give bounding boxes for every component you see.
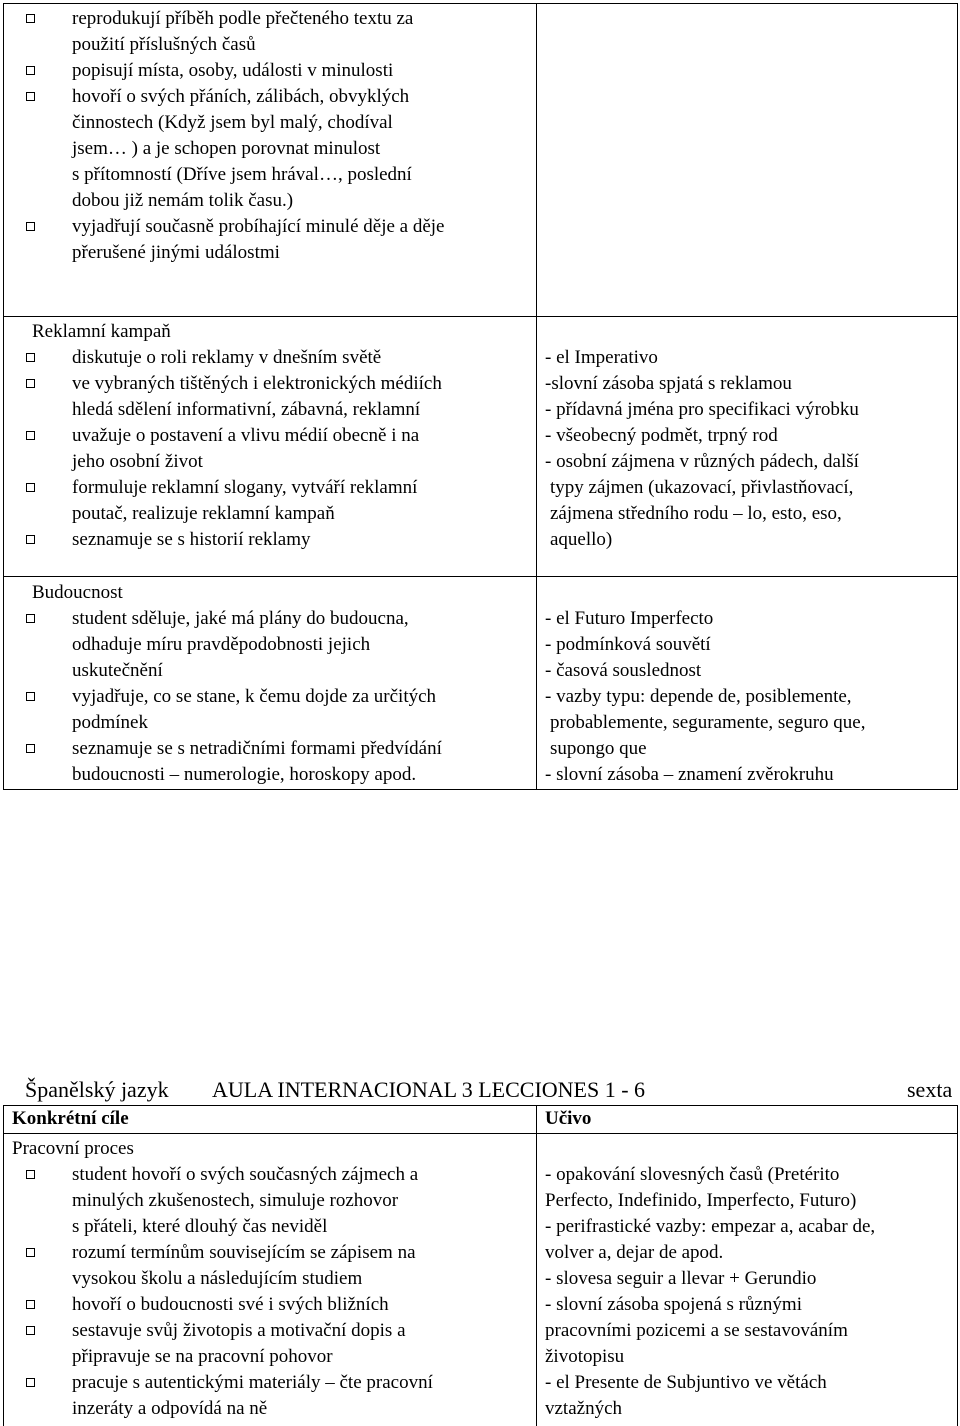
content-cell-advertising (537, 317, 957, 576)
content-cell-empty (537, 4, 957, 316)
goal-text: formuluje reklamní slogany, vytváří reklamní (72, 477, 418, 498)
goal-text: budoucnosti – numerologie, horoskopy apod. (72, 764, 417, 785)
content-text: zájmena středního rodu – lo, esto, eso, (550, 503, 842, 524)
content-text: supongo que (550, 738, 647, 759)
content-text: - přídavná jména pro specifikaci výrobku (545, 399, 859, 420)
column-header-goals: Konkrétní cíle (12, 1108, 129, 1129)
content-text: - časová souslednost (545, 660, 702, 681)
goal-text: ve vybraných tištěných i elektronických médiích (72, 373, 442, 394)
checkbox-bullet-icon (26, 483, 35, 492)
section-heading: Budoucnost (32, 582, 123, 603)
content-text: - perifrastické vazby: empezar a, acabar de, (545, 1216, 876, 1237)
content-text: - el Presente de Subjuntivo ve větách (545, 1372, 827, 1393)
goal-text: vysokou školu a následujícím studiem (72, 1268, 363, 1289)
goal-text: s přítomností (Dříve jsem hrával…, poslední (72, 164, 412, 185)
checkbox-bullet-icon (26, 744, 35, 753)
goal-text: uskutečnění (72, 660, 163, 681)
checkbox-bullet-icon (26, 1300, 35, 1309)
content-text: pracovními pozicemi a se sestavováním (545, 1320, 848, 1341)
goals-cell-work (4, 1134, 536, 1426)
checkbox-bullet-icon (26, 1378, 35, 1387)
checkbox-bullet-icon (26, 353, 35, 362)
table-border-bottom (3, 789, 958, 790)
subject-title: Španělský jazyk (25, 1077, 169, 1102)
goal-text: reprodukují příběh podle přečteného textu za (72, 8, 414, 29)
goal-text: uvažuje o postavení a vlivu médií obecně i na (72, 425, 420, 446)
goal-text: hovoří o budoucnosti své i svých bližních (72, 1294, 389, 1315)
content-text: - el Imperativo (545, 347, 658, 368)
goals-cell-past-tenses (4, 4, 536, 316)
goal-text: použití příslušných časů (72, 34, 256, 55)
content-text: volver a, dejar de apod. (545, 1242, 724, 1263)
checkbox-bullet-icon (26, 1170, 35, 1179)
section-heading: Reklamní kampaň (32, 321, 171, 342)
checkbox-bullet-icon (26, 1248, 35, 1257)
table-border-right (957, 1105, 958, 1426)
section-heading: Pracovní proces (12, 1138, 134, 1159)
content-text: - slovní zásoba spojená s různými (545, 1294, 802, 1315)
checkbox-bullet-icon (26, 614, 35, 623)
content-text: - osobní zájmena v různých pádech, další (545, 451, 859, 472)
goal-text: dobou již nemám tolik času.) (72, 190, 294, 211)
content-text: -slovní zásoba spjatá s reklamou (545, 373, 792, 394)
goal-text: hledá sdělení informativní, zábavná, reklamní (72, 399, 421, 420)
content-cell-work (537, 1134, 957, 1426)
content-text: aquello) (550, 529, 613, 550)
goal-text: jsem… ) a je schopen porovnat minulost (72, 138, 381, 159)
table-border-top (3, 1105, 958, 1106)
checkbox-bullet-icon (26, 92, 35, 101)
goals-cell-advertising (4, 317, 536, 576)
goal-text: připravuje se na pracovní pohovor (72, 1346, 333, 1367)
goal-text: student sděluje, jaké má plány do budoucna, (72, 608, 409, 629)
goal-text: jeho osobní život (72, 451, 203, 472)
goal-text: poutač, realizuje reklamní kampaň (72, 503, 335, 524)
table-border-right (957, 3, 958, 789)
checkbox-bullet-icon (26, 222, 35, 231)
goal-text: rozumí termínům souvisejícím se zápisem na (72, 1242, 416, 1263)
checkbox-bullet-icon (26, 14, 35, 23)
checkbox-bullet-icon (26, 692, 35, 701)
column-header-content: Učivo (545, 1108, 592, 1129)
goal-text: sestavuje svůj životopis a motivační dopis a (72, 1320, 406, 1341)
content-text: - vazby typu: depende de, posiblemente, (545, 686, 852, 707)
content-text: Perfecto, Indefinido, Imperfecto, Futuro) (545, 1190, 857, 1211)
checkbox-bullet-icon (26, 1326, 35, 1335)
content-text: životopisu (545, 1346, 625, 1367)
goal-text: hovoří o svých přáních, zálibách, obvyklých (72, 86, 410, 107)
grade-label: sexta (907, 1077, 953, 1102)
content-text: typy zájmen (ukazovací, přivlastňovací, (550, 477, 854, 498)
textbook-title: AULA INTERNACIONAL 3 LECCIONES 1 - 6 (212, 1077, 646, 1102)
goal-text: s přáteli, které dlouhý čas neviděl (72, 1216, 328, 1237)
goal-text: popisují místa, osoby, události v minulosti (72, 60, 394, 81)
goal-text: vyjadřuje, co se stane, k čemu dojde za určitých (72, 686, 437, 707)
goal-text: činnostech (Když jsem byl malý, chodíval (72, 112, 393, 133)
goal-text: minulých zkušenostech, simuluje rozhovor (72, 1190, 399, 1211)
content-text: probablemente, seguramente, seguro que, (550, 712, 866, 733)
content-text: - všeobecný podmět, trpný rod (545, 425, 778, 446)
goal-text: vyjadřují současně probíhající minulé děje a děje (72, 216, 445, 237)
checkbox-bullet-icon (26, 66, 35, 75)
goal-text: odhaduje míru pravděpodobnosti jejich (72, 634, 371, 655)
content-cell-future (537, 577, 957, 789)
goal-text: seznamuje se s historií reklamy (72, 529, 311, 550)
checkbox-bullet-icon (26, 535, 35, 544)
content-text: - podmínková souvětí (545, 634, 711, 655)
content-text: - opakování slovesných časů (Pretérito (545, 1164, 840, 1185)
goal-text: podmínek (72, 712, 148, 733)
goal-text: seznamuje se s netradičními formami předvídání (72, 738, 442, 759)
content-text: - el Futuro Imperfecto (545, 608, 714, 629)
checkbox-bullet-icon (26, 431, 35, 440)
content-text: - slovní zásoba – znamení zvěrokruhu (545, 764, 834, 785)
goal-text: pracuje s autentickými materiály – čte pracovní (72, 1372, 433, 1393)
goal-text: přerušené jinými událostmi (72, 242, 280, 263)
goal-text: student hovoří o svých současných zájmech a (72, 1164, 419, 1185)
goals-cell-future (4, 577, 536, 789)
checkbox-bullet-icon (26, 379, 35, 388)
goal-text: inzeráty a odpovídá na ně (72, 1398, 268, 1419)
content-text: vztažných (545, 1398, 623, 1419)
content-text: - slovesa seguir a llevar + Gerundio (545, 1268, 817, 1289)
goal-text: diskutuje o roli reklamy v dnešním světě (72, 347, 382, 368)
